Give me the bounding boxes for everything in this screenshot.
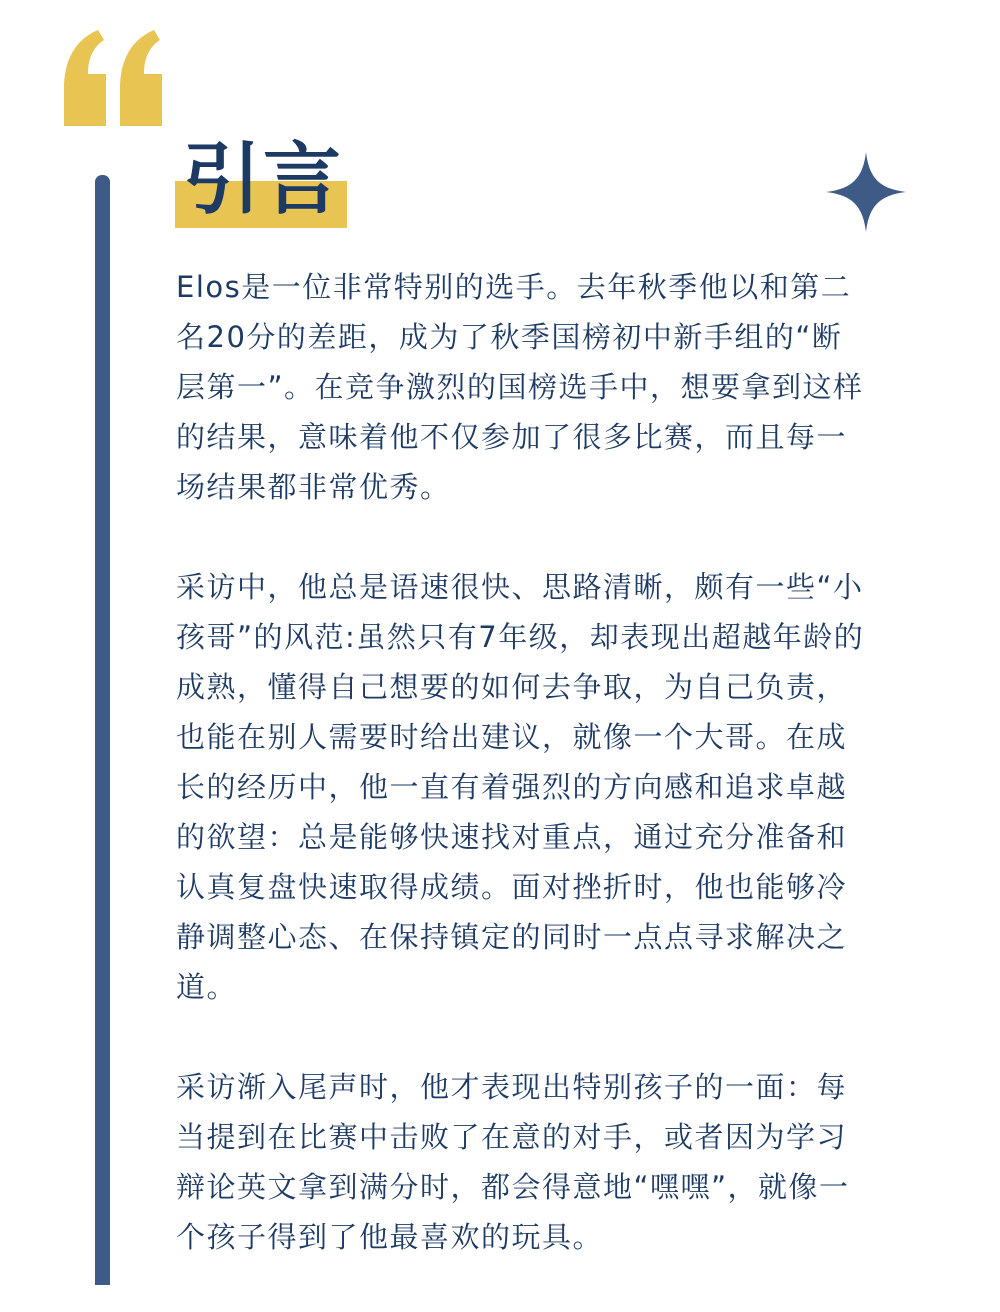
- article-body: [176, 262, 870, 1312]
- paragraph-closing: 采访渐入尾声时，他才表现出特别孩子的一面：每当提到在比赛中击败了在意的对手，或者因为学习辩论英文拿到满分时，都会得意地“嘿嘿”，就像一个孩子得到了他最喜欢的玩具。: [176, 1070, 850, 1254]
- page-title: 引言: [183, 135, 344, 225]
- quote-open-icon: [60, 28, 170, 128]
- paragraph-interview: 采访中，他总是语速很快、思路清晰，颇有一些“小孩哥”的风范:虽然只有7年级，却表现出超越年龄的成熟，懂得自己想要的如何去争取，为自己负责，也能在别人需要时给出建议，就像一个大哥。在成长的经历中，他一直有着强烈的方向感和追求卓越的欲望：总是能够快速找对重点，通过充分准备和认真复盘快速取得成绩。面对挫折时，他也能够冷静调整心态、在保持镇定的同时一点点寻求解决之道。: [176, 570, 865, 1004]
- vertical-accent-bar: [95, 175, 110, 1285]
- paragraph-intro: Elos是一位非常特别的选手。去年秋季他以和第二名20分的差距，成为了秋季国榜初中新手组的“断层第一”。在竞争激烈的国榜选手中，想要拿到这样的结果，意味着他不仅参加了很多比赛，而且每一场结果都非常优秀。: [176, 270, 864, 504]
- four-point-star-icon: [826, 152, 906, 232]
